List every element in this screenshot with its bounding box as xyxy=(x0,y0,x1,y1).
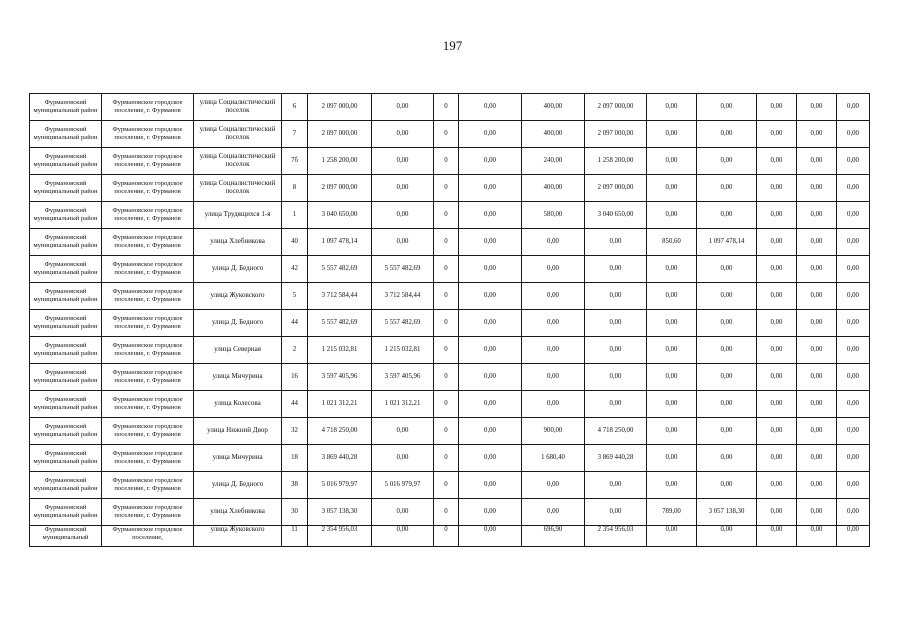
total-cost-cell: 5 557 482,69 xyxy=(308,256,372,283)
settlement-cell: Фурмановское городское поселение, г. Фурманов xyxy=(102,364,194,391)
cost-col-10-cell: 0,00 xyxy=(797,472,837,499)
cost-col-6-cell: 0,00 xyxy=(585,391,647,418)
cost-col-9-cell: 0,00 xyxy=(757,94,797,121)
house-number-cell: 38 xyxy=(282,472,308,499)
district-cell: Фурмановский муниципальный xyxy=(30,526,102,547)
table-row xyxy=(30,283,870,310)
area-col-7-cell: 0,00 xyxy=(647,283,697,310)
house-number-cell: 2 xyxy=(282,337,308,364)
cost-col-4-cell: 0,00 xyxy=(459,391,522,418)
cost-col-2-cell: 0,00 xyxy=(372,499,434,526)
cost-col-9-cell: 0,00 xyxy=(757,526,797,547)
total-cost-cell: 1 258 200,00 xyxy=(308,148,372,175)
count-col-3-cell: 0 xyxy=(434,526,459,547)
cost-col-6-cell: 0,00 xyxy=(585,283,647,310)
cost-col-8-cell: 0,00 xyxy=(697,418,757,445)
house-number-cell: 44 xyxy=(282,310,308,337)
cost-col-8-cell: 0,00 xyxy=(697,148,757,175)
cost-col-8-cell: 0,00 xyxy=(697,391,757,418)
cost-col-11-cell: 0,00 xyxy=(837,391,870,418)
cost-col-2-cell: 0,00 xyxy=(372,229,434,256)
area-col-5-cell: 240,00 xyxy=(522,148,585,175)
cost-col-2-cell: 0,00 xyxy=(372,445,434,472)
settlement-cell: Фурмановское городское поселение, г. Фурманов xyxy=(102,310,194,337)
cost-col-8-cell: 0,00 xyxy=(697,310,757,337)
cost-col-10-cell: 0,00 xyxy=(797,175,837,202)
total-cost-cell: 3 597 405,96 xyxy=(308,364,372,391)
settlement-cell: Фурмановское городское поселение, г. Фурманов xyxy=(102,94,194,121)
cost-col-11-cell: 0,00 xyxy=(837,364,870,391)
area-col-5-cell: 0,00 xyxy=(522,256,585,283)
settlement-cell: Фурмановское городское поселение, г. Фурманов xyxy=(102,472,194,499)
cost-col-2-cell: 0,00 xyxy=(372,418,434,445)
table-body xyxy=(30,94,870,547)
cost-col-10-cell: 0,00 xyxy=(797,445,837,472)
street-cell: улица Жуковского xyxy=(194,283,282,310)
settlement-cell: Фурмановское городское поселение, г. Фурманов xyxy=(102,121,194,148)
total-cost-cell: 4 718 250,00 xyxy=(308,418,372,445)
cost-col-8-cell: 0,00 xyxy=(697,337,757,364)
cost-col-8-cell: 1 097 478,14 xyxy=(697,229,757,256)
total-cost-cell: 1 215 032,81 xyxy=(308,337,372,364)
cost-col-6-cell: 2 354 956,03 xyxy=(585,526,647,547)
area-col-7-cell: 0,00 xyxy=(647,526,697,547)
cost-col-2-cell: 1 021 312,21 xyxy=(372,391,434,418)
table-row xyxy=(30,121,870,148)
street-cell: улица Жуковского xyxy=(194,526,282,547)
cost-col-10-cell: 0,00 xyxy=(797,526,837,547)
cost-col-10-cell: 0,00 xyxy=(797,121,837,148)
table-row xyxy=(30,310,870,337)
settlement-cell: Фурмановское городское поселение, г. Фурманов xyxy=(102,418,194,445)
cost-col-10-cell: 0,00 xyxy=(797,337,837,364)
count-col-3-cell: 0 xyxy=(434,283,459,310)
table-row xyxy=(30,499,870,526)
cost-col-6-cell: 3 869 440,28 xyxy=(585,445,647,472)
street-cell: улица Трудящихся 1-я xyxy=(194,202,282,229)
cost-col-2-cell: 5 557 482,69 xyxy=(372,310,434,337)
cost-col-9-cell: 0,00 xyxy=(757,256,797,283)
cost-col-2-cell: 3 712 584,44 xyxy=(372,283,434,310)
cost-col-9-cell: 0,00 xyxy=(757,364,797,391)
table-row xyxy=(30,472,870,499)
cost-col-11-cell: 0,00 xyxy=(837,310,870,337)
district-cell: Фурмановский муниципальный район xyxy=(30,391,102,418)
cost-col-11-cell: 0,00 xyxy=(837,175,870,202)
area-col-5-cell: 0,00 xyxy=(522,364,585,391)
house-number-cell: 18 xyxy=(282,445,308,472)
street-cell: улица Д. Бедного xyxy=(194,472,282,499)
count-col-3-cell: 0 xyxy=(434,229,459,256)
total-cost-cell: 2 097 000,00 xyxy=(308,175,372,202)
street-cell: улица Социалистический поселок xyxy=(194,148,282,175)
area-col-7-cell: 0,00 xyxy=(647,310,697,337)
cost-col-6-cell: 1 258 200,00 xyxy=(585,148,647,175)
table-row xyxy=(30,526,870,547)
street-cell: улица Социалистический поселок xyxy=(194,175,282,202)
cost-col-4-cell: 0,00 xyxy=(459,445,522,472)
cost-col-4-cell: 0,00 xyxy=(459,364,522,391)
cost-col-9-cell: 0,00 xyxy=(757,175,797,202)
area-col-7-cell: 0,00 xyxy=(647,418,697,445)
total-cost-cell: 3 057 138,30 xyxy=(308,499,372,526)
table-row xyxy=(30,229,870,256)
district-cell: Фурмановский муниципальный район xyxy=(30,229,102,256)
settlement-cell: Фурмановское городское поселение, г. Фурманов xyxy=(102,256,194,283)
cost-col-10-cell: 0,00 xyxy=(797,283,837,310)
total-cost-cell: 2 354 956,03 xyxy=(308,526,372,547)
total-cost-cell: 1 097 478,14 xyxy=(308,229,372,256)
settlement-cell: Фурмановское городское поселение, г. Фурманов xyxy=(102,337,194,364)
cost-col-4-cell: 0,00 xyxy=(459,229,522,256)
house-number-cell: 1 xyxy=(282,202,308,229)
count-col-3-cell: 0 xyxy=(434,499,459,526)
cost-col-8-cell: 0,00 xyxy=(697,526,757,547)
cost-col-9-cell: 0,00 xyxy=(757,229,797,256)
cost-col-4-cell: 0,00 xyxy=(459,499,522,526)
cost-col-2-cell: 5 557 482,69 xyxy=(372,256,434,283)
district-cell: Фурмановский муниципальный район xyxy=(30,148,102,175)
house-number-cell: 7 xyxy=(282,121,308,148)
cost-col-6-cell: 4 718 250,00 xyxy=(585,418,647,445)
page-number: 197 xyxy=(442,38,463,53)
cost-col-10-cell: 0,00 xyxy=(797,202,837,229)
cost-col-6-cell: 0,00 xyxy=(585,337,647,364)
count-col-3-cell: 0 xyxy=(434,391,459,418)
total-cost-cell: 5 557 482,69 xyxy=(308,310,372,337)
street-cell: улица Д. Бедного xyxy=(194,310,282,337)
cost-col-4-cell: 0,00 xyxy=(459,256,522,283)
house-number-cell: 16 xyxy=(282,364,308,391)
table-row xyxy=(30,256,870,283)
settlement-cell: Фурмановское городское поселение, г. Фурманов xyxy=(102,229,194,256)
cost-col-9-cell: 0,00 xyxy=(757,391,797,418)
area-col-7-cell: 789,00 xyxy=(647,499,697,526)
cost-col-10-cell: 0,00 xyxy=(797,418,837,445)
cost-col-8-cell: 0,00 xyxy=(697,364,757,391)
cost-col-8-cell: 0,00 xyxy=(697,202,757,229)
count-col-3-cell: 0 xyxy=(434,202,459,229)
cost-col-11-cell: 0,00 xyxy=(837,418,870,445)
cost-col-6-cell: 2 097 000,00 xyxy=(585,175,647,202)
cost-col-11-cell: 0,00 xyxy=(837,148,870,175)
house-number-cell: 40 xyxy=(282,229,308,256)
cost-col-4-cell: 0,00 xyxy=(459,337,522,364)
house-number-cell: 8 xyxy=(282,175,308,202)
cost-col-6-cell: 0,00 xyxy=(585,499,647,526)
cost-col-11-cell: 0,00 xyxy=(837,121,870,148)
cost-col-9-cell: 0,00 xyxy=(757,418,797,445)
district-cell: Фурмановский муниципальный район xyxy=(30,499,102,526)
cost-col-6-cell: 0,00 xyxy=(585,364,647,391)
street-cell: улица Северная xyxy=(194,337,282,364)
count-col-3-cell: 0 xyxy=(434,94,459,121)
area-col-5-cell: 0,00 xyxy=(522,391,585,418)
settlement-cell: Фурмановское городское поселение, г. Фурманов xyxy=(102,445,194,472)
cost-col-2-cell: 0,00 xyxy=(372,94,434,121)
cost-col-4-cell: 0,00 xyxy=(459,526,522,547)
area-col-5-cell: 0,00 xyxy=(522,229,585,256)
table-row xyxy=(30,94,870,121)
cost-col-10-cell: 0,00 xyxy=(797,310,837,337)
street-cell: улица Мичурина xyxy=(194,364,282,391)
cost-col-11-cell: 0,00 xyxy=(837,283,870,310)
area-col-5-cell: 0,00 xyxy=(522,310,585,337)
cost-col-8-cell: 0,00 xyxy=(697,283,757,310)
cost-col-2-cell: 3 597 405,96 xyxy=(372,364,434,391)
district-cell: Фурмановский муниципальный район xyxy=(30,337,102,364)
area-col-5-cell: 400,00 xyxy=(522,175,585,202)
street-cell: улица Колесова xyxy=(194,391,282,418)
settlement-cell: Фурмановское городское поселение, г. Фурманов xyxy=(102,283,194,310)
cost-col-4-cell: 0,00 xyxy=(459,283,522,310)
settlement-cell: Фурмановское городское поселение, г. Фурманов xyxy=(102,175,194,202)
cost-col-8-cell: 0,00 xyxy=(697,94,757,121)
settlement-cell: Фурмановское городское поселение, xyxy=(102,526,194,547)
cost-col-9-cell: 0,00 xyxy=(757,283,797,310)
area-col-7-cell: 0,00 xyxy=(647,391,697,418)
district-cell: Фурмановский муниципальный район xyxy=(30,94,102,121)
cost-col-11-cell: 0,00 xyxy=(837,94,870,121)
total-cost-cell: 5 016 979,97 xyxy=(308,472,372,499)
cost-col-6-cell: 0,00 xyxy=(585,229,647,256)
area-col-7-cell: 0,00 xyxy=(647,256,697,283)
area-col-7-cell: 0,00 xyxy=(647,175,697,202)
cost-col-11-cell: 0,00 xyxy=(837,337,870,364)
area-col-7-cell: 0,00 xyxy=(647,337,697,364)
table-row xyxy=(30,364,870,391)
cost-col-9-cell: 0,00 xyxy=(757,310,797,337)
cost-col-9-cell: 0,00 xyxy=(757,445,797,472)
cost-col-10-cell: 0,00 xyxy=(797,148,837,175)
area-col-5-cell: 400,00 xyxy=(522,94,585,121)
area-col-5-cell: 0,00 xyxy=(522,337,585,364)
area-col-7-cell: 850,60 xyxy=(647,229,697,256)
area-col-5-cell: 1 680,40 xyxy=(522,445,585,472)
area-col-7-cell: 0,00 xyxy=(647,364,697,391)
cost-col-10-cell: 0,00 xyxy=(797,94,837,121)
cost-col-4-cell: 0,00 xyxy=(459,94,522,121)
count-col-3-cell: 0 xyxy=(434,337,459,364)
house-number-cell: 6 xyxy=(282,94,308,121)
district-cell: Фурмановский муниципальный район xyxy=(30,364,102,391)
house-number-cell: 32 xyxy=(282,418,308,445)
cost-col-11-cell: 0,00 xyxy=(837,445,870,472)
area-col-5-cell: 0,00 xyxy=(522,499,585,526)
cost-col-8-cell: 0,00 xyxy=(697,121,757,148)
cost-col-8-cell: 0,00 xyxy=(697,472,757,499)
district-cell: Фурмановский муниципальный район xyxy=(30,175,102,202)
cost-col-9-cell: 0,00 xyxy=(757,499,797,526)
cost-col-9-cell: 0,00 xyxy=(757,472,797,499)
cost-col-11-cell: 0,00 xyxy=(837,256,870,283)
street-cell: улица Социалистический поселок xyxy=(194,94,282,121)
area-col-7-cell: 0,00 xyxy=(647,94,697,121)
cost-col-9-cell: 0,00 xyxy=(757,202,797,229)
cost-col-9-cell: 0,00 xyxy=(757,148,797,175)
street-cell: улица Нижний Двор xyxy=(194,418,282,445)
district-cell: Фурмановский муниципальный район xyxy=(30,256,102,283)
total-cost-cell: 1 021 312,21 xyxy=(308,391,372,418)
cost-col-11-cell: 0,00 xyxy=(837,202,870,229)
district-cell: Фурмановский муниципальный район xyxy=(30,445,102,472)
table-row xyxy=(30,148,870,175)
cost-col-4-cell: 0,00 xyxy=(459,148,522,175)
district-cell: Фурмановский муниципальный район xyxy=(30,283,102,310)
cost-col-2-cell: 0,00 xyxy=(372,202,434,229)
area-col-7-cell: 0,00 xyxy=(647,121,697,148)
total-cost-cell: 2 097 000,00 xyxy=(308,94,372,121)
cost-col-6-cell: 3 040 650,00 xyxy=(585,202,647,229)
table-row xyxy=(30,391,870,418)
count-col-3-cell: 0 xyxy=(434,310,459,337)
area-col-5-cell: 580,00 xyxy=(522,202,585,229)
area-col-7-cell: 0,00 xyxy=(647,148,697,175)
settlement-cell: Фурмановское городское поселение, г. Фурманов xyxy=(102,202,194,229)
cost-col-6-cell: 0,00 xyxy=(585,310,647,337)
cost-col-2-cell: 5 016 979,97 xyxy=(372,472,434,499)
count-col-3-cell: 0 xyxy=(434,121,459,148)
count-col-3-cell: 0 xyxy=(434,364,459,391)
cost-col-6-cell: 0,00 xyxy=(585,256,647,283)
area-col-5-cell: 400,00 xyxy=(522,121,585,148)
cost-col-2-cell: 0,00 xyxy=(372,526,434,547)
district-cell: Фурмановский муниципальный район xyxy=(30,472,102,499)
cost-col-11-cell: 0,00 xyxy=(837,499,870,526)
total-cost-cell: 3 869 440,28 xyxy=(308,445,372,472)
cost-col-8-cell: 0,00 xyxy=(697,445,757,472)
cost-col-10-cell: 0,00 xyxy=(797,499,837,526)
cost-col-6-cell: 2 097 000,00 xyxy=(585,121,647,148)
cost-col-6-cell: 0,00 xyxy=(585,472,647,499)
table-row xyxy=(30,202,870,229)
cost-col-4-cell: 0,00 xyxy=(459,472,522,499)
count-col-3-cell: 0 xyxy=(434,148,459,175)
count-col-3-cell: 0 xyxy=(434,256,459,283)
area-col-7-cell: 0,00 xyxy=(647,445,697,472)
count-col-3-cell: 0 xyxy=(434,418,459,445)
house-number-cell: 44 xyxy=(282,391,308,418)
area-col-7-cell: 0,00 xyxy=(647,472,697,499)
count-col-3-cell: 0 xyxy=(434,175,459,202)
cost-col-6-cell: 2 097 000,00 xyxy=(585,94,647,121)
cost-col-11-cell: 0,00 xyxy=(837,526,870,547)
area-col-5-cell: 0,00 xyxy=(522,472,585,499)
cost-col-2-cell: 0,00 xyxy=(372,175,434,202)
settlement-cell: Фурмановское городское поселение, г. Фурманов xyxy=(102,148,194,175)
cost-col-2-cell: 1 215 032,81 xyxy=(372,337,434,364)
cost-col-8-cell: 3 057 138,30 xyxy=(697,499,757,526)
street-cell: улица Хлебникова xyxy=(194,229,282,256)
table-row xyxy=(30,418,870,445)
house-number-cell: 11 xyxy=(282,526,308,547)
cost-col-8-cell: 0,00 xyxy=(697,175,757,202)
cost-col-10-cell: 0,00 xyxy=(797,364,837,391)
district-cell: Фурмановский муниципальный район xyxy=(30,121,102,148)
cost-col-9-cell: 0,00 xyxy=(757,337,797,364)
area-col-5-cell: 900,00 xyxy=(522,418,585,445)
data-table xyxy=(29,93,870,547)
street-cell: улица Мичурина xyxy=(194,445,282,472)
cost-col-4-cell: 0,00 xyxy=(459,310,522,337)
cost-col-11-cell: 0,00 xyxy=(837,472,870,499)
cost-col-10-cell: 0,00 xyxy=(797,391,837,418)
total-cost-cell: 3 040 650,00 xyxy=(308,202,372,229)
table-row xyxy=(30,175,870,202)
street-cell: улица Социалистический поселок xyxy=(194,121,282,148)
area-col-5-cell: 696,90 xyxy=(522,526,585,547)
house-number-cell: 30 xyxy=(282,499,308,526)
area-col-5-cell: 0,00 xyxy=(522,283,585,310)
cost-col-11-cell: 0,00 xyxy=(837,229,870,256)
cost-col-9-cell: 0,00 xyxy=(757,121,797,148)
settlement-cell: Фурмановское городское поселение, г. Фурманов xyxy=(102,391,194,418)
total-cost-cell: 3 712 584,44 xyxy=(308,283,372,310)
cost-col-4-cell: 0,00 xyxy=(459,418,522,445)
district-cell: Фурмановский муниципальный район xyxy=(30,418,102,445)
cost-col-4-cell: 0,00 xyxy=(459,175,522,202)
cost-col-2-cell: 0,00 xyxy=(372,121,434,148)
street-cell: улица Д. Бедного xyxy=(194,256,282,283)
district-cell: Фурмановский муниципальный район xyxy=(30,202,102,229)
cost-col-8-cell: 0,00 xyxy=(697,256,757,283)
count-col-3-cell: 0 xyxy=(434,445,459,472)
table-row xyxy=(30,337,870,364)
area-col-7-cell: 0,00 xyxy=(647,202,697,229)
cost-col-10-cell: 0,00 xyxy=(797,229,837,256)
house-number-cell: 7б xyxy=(282,148,308,175)
cost-col-2-cell: 0,00 xyxy=(372,148,434,175)
cost-col-4-cell: 0,00 xyxy=(459,121,522,148)
cost-col-4-cell: 0,00 xyxy=(459,202,522,229)
cost-col-10-cell: 0,00 xyxy=(797,256,837,283)
table-row xyxy=(30,445,870,472)
count-col-3-cell: 0 xyxy=(434,472,459,499)
settlement-cell: Фурмановское городское поселение, г. Фурманов xyxy=(102,499,194,526)
street-cell: улица Хлебникова xyxy=(194,499,282,526)
house-number-cell: 5 xyxy=(282,283,308,310)
district-cell: Фурмановский муниципальный район xyxy=(30,310,102,337)
total-cost-cell: 2 097 000,00 xyxy=(308,121,372,148)
house-number-cell: 42 xyxy=(282,256,308,283)
